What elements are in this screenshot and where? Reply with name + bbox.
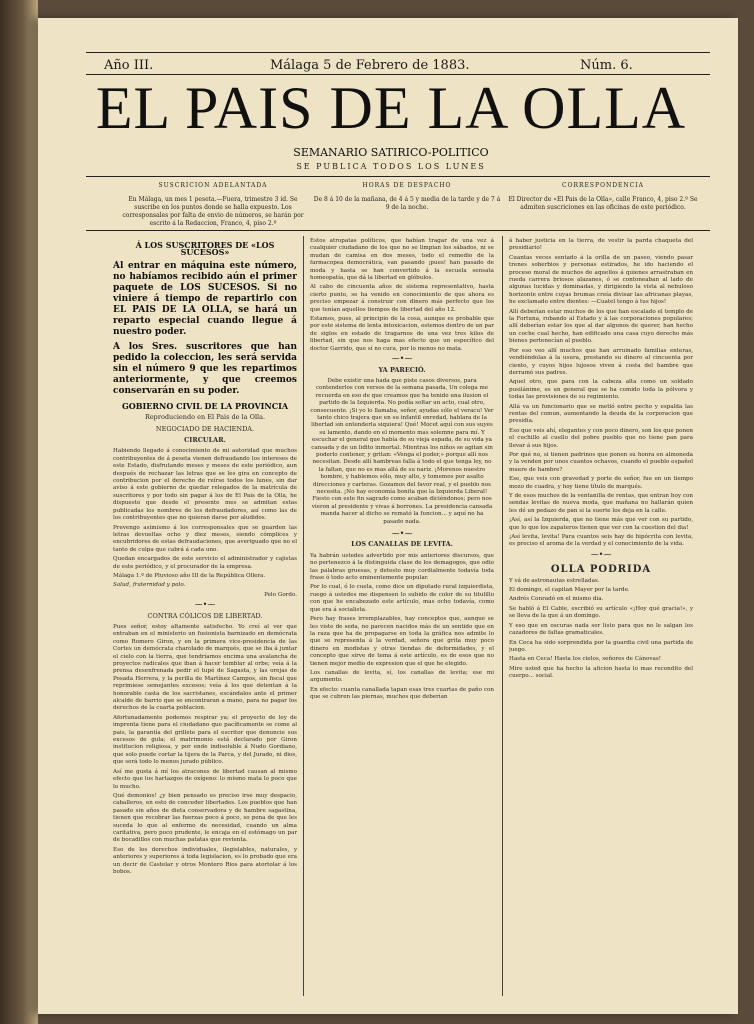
olla-podrida-heading: OLLA PODRIDA bbox=[550, 564, 652, 576]
article-paragraph: ¡Así levita, levita! Para cuantos seis hay de hipócrita con levita, es preciso el aroma de la verdad y el conocimiento de la vida. bbox=[509, 534, 693, 548]
news-item: Mire usted que ha hecho la aficion hasta lo mas recondito del cuerpo... social. bbox=[509, 665, 693, 680]
article-paragraph: Habiendo llegado á conocimiento de mi autoridad que muchos contribuyentes de á peseta vienen defraudando los intereses de este Estado, disfrutando meses y meses de este periódico, aun después de rechazar las letras que se les gira en concepto de contribucion por el derecho de reírse todos los lunes, sin dar aviso á este gobierno de quedar relegados de la matrícula de suscritores y por todo sin pagar á los de El Pais de la Olla, he dispuesto que desde el presente mes se admitan estas publicadas los nombres de los defraudadores, así como las de los contribuyentes que no quieran darse por aludidos. bbox=[113, 448, 297, 522]
article-paragraph: Pues señor, estoy altamente satisfecho. Yo creí al ver que entraban en el ministerio un fusionista barnizado en demócrata como Romero Giron, y en la primera vice-presidencia de las Cortes un demócrata charolado de marqués, que se iba á juntar el cielo con la tierra, que tendríamos encima una avalancha de proyectos radicales que iban á hacer temblar al orbe; veía á la prensa desenfrenada pedir el tupé de Sagasta, y las orejas de Posada Herrera, y la perilla de Martínez Campos, sin fiscal que reprimiese semejantes excesos; veía á los que detentan á la honorable casta de los sacristanes, escándalos ante el primer alcalde de barrio que se encontraran a mano, para no pagar los derechos de la cuarta poblacion. bbox=[113, 623, 297, 712]
article-paragraph: Al cabo de cincuenta años de sistema representativo, hasta cierto punto, se ha venido en conocimiento de que ahora es preciso empezar á construir con dinero más perfecto que los que tenían aquellos tiempos de libertad del año 12. bbox=[310, 284, 494, 313]
section-subheading: Reproduciendo en El Pais de la Olla. bbox=[144, 413, 266, 422]
article-paragraph: Por eso veo allí muchos que han arruinado familias enteras, vendiéndolas á la usura, prestando su dinero al cincuenta por ciento, y cuyos hijos lujosos viven á costa del hambre que derramó sus padres. bbox=[509, 347, 693, 376]
correspondence-text: El Director de «El Pais de la Olla», calle Franco, 4, piso 2.º Se admiten suscriciones en las oficinas de este periódico. bbox=[508, 196, 698, 211]
news-item: En Ceca ha sido sorprendida por la guardia civil una partida de juego. bbox=[509, 639, 693, 653]
section-heading: GOBIERNO CIVIL DE LA PROVINCIA bbox=[121, 400, 289, 411]
book-binding bbox=[0, 0, 38, 1024]
newspaper-tagline: SE PUBLICA TODOS LOS LUNES bbox=[296, 162, 486, 171]
signature-motto: Salud, fraternidad y palo. bbox=[113, 582, 186, 589]
notice-paragraph: Al entrar en máquina este número, no habíamos recibido aún el primer paquete de LOS SUCESOS. Si no viniere á tiempo de repartirlo con EL PAIS DE LA OLLA, se hará un reparto especial cuando llegue á nuestro poder. bbox=[113, 260, 297, 337]
news-item: Hasta en Ceca! Hasta los cielos, señores de Cánovas! bbox=[509, 656, 661, 663]
ornament: ⁓•⁓ bbox=[590, 549, 612, 559]
news-item: Y vá de astronautas estrelladas. bbox=[509, 577, 600, 584]
notice-paragraph: A los Sres. suscritores que han pedido la coleccion, les será servida sin el número 9 que les repartimos anteriormente, y que creemos conservarán en su poder. bbox=[113, 341, 297, 396]
header-rule bbox=[86, 176, 710, 177]
article-paragraph: En efecto: cuanta canallada tapan esas tres cuartas de paño con que se cubren las piernas, muchos que deberían bbox=[310, 686, 494, 701]
article-heading: LOS CANALLAS DE LEVITA. bbox=[351, 540, 453, 549]
column-1 bbox=[113, 236, 297, 996]
article-paragraph: Aquel otro, que para con la cabeza alta como un soldado pusilánime, es un general que se ha comido toda la pólvora y todas las provisiones de su regimiento. bbox=[509, 379, 693, 401]
newspaper-subtitle: SEMANARIO SATIRICO-POLITICO bbox=[293, 146, 489, 159]
article-paragraph: Eso de los derechos individuales, ilegislables, naturales, y anteriores y superiores á toda legislacion, es lo probado que era un decir de Castelar y otros Montero Rios para atortolar á los bobos. bbox=[113, 846, 297, 875]
signer: Pelo Gordo. bbox=[264, 591, 297, 598]
notice-heading: Á LOS SUSCRITORES DE «LOS SUCESOS» bbox=[135, 240, 275, 258]
subscription-box bbox=[118, 182, 308, 228]
article-heading: CONTRA CÓLICOS DE LIBERTAD. bbox=[147, 611, 263, 620]
column-divider bbox=[303, 236, 304, 996]
news-item: Andrés Conradó en el mismo dia. bbox=[509, 596, 604, 603]
correspondence-title: CORRESPONDENCIA bbox=[562, 182, 644, 189]
article-paragraph: Prevengo asimismo á los corresponsales que se guarden las letras devueltas ocho y diez meses, siendo cómplices y encubridores de estas defraudaciones, que averiguado que no el tanto de culpa que cabrá á cada uno. bbox=[113, 524, 297, 553]
issue-date: Málaga 5 de Febrero de 1883. bbox=[270, 58, 470, 73]
article-paragraph: Estos atropatas políticos, que habían tragar de una vez á cualquier ciudadano de los que no se limpian los sábados, ni se mudan de camisa en dos meses, todo el remedio de la farmacopea democrática, van pasando ¡pues! han pasado de moda y hasta se han convertido á la escuela sensata homeopatía, que dá la libertad en glóbulos. bbox=[310, 238, 494, 282]
news-item: El domingo, el capitan Mayer por la tarde. bbox=[509, 587, 630, 594]
column-3 bbox=[509, 236, 693, 996]
article-paragraph: Allá va un funcionario que se metió entre pecho y espalda las rentas del comun, aumentando la deuda de la corporacion que presidía. bbox=[509, 403, 693, 425]
article-paragraph: á haber justicia en la tierra, de vestir la parda chaqueta del presidiario! bbox=[509, 238, 693, 252]
section-subheading: CIRCULAR. bbox=[184, 436, 226, 445]
article-paragraph: Los canallas de levita, sí, los canallas de levita; ese mi argumento. bbox=[310, 669, 494, 684]
column-2 bbox=[310, 236, 494, 996]
newspaper-title: EL PAIS DE LA OLLA bbox=[95, 75, 687, 141]
article-paragraph: Allí deberían estar muchos de los que han escalado el templo de la Fortuna, robando al Estado y á las corporaciones populares; allí deberían estar los que al dar algunos de querer, han hecho un coche cual hecho, han edificado una casa cuyo derecho más bienes pertenecían al pueblo. bbox=[509, 308, 693, 345]
article-paragraph: Pero hay frases irremplazables, hay conceptos que, aunque se les viste de seda, no parecen nacidos más de un sentido que en la raza que ha de propagarse en toda la gráfica nos admite lo que se representa á la verdad, señora que grita muy poco dinero en modistas y otras tiendas de deformidades, y el concepto que sirve de tema á este artículo, es de esos que no tienen mejor medio de expresion que el que he elegido. bbox=[310, 616, 494, 667]
article-paragraph: Estamos, pues, al principio de la cosa, aunque es probable que por este sistema de lenta intoxicacion, estemos dentro de un par de siglos en estado de tragarnos de una vez tres kilos de libertad, sin que nos haga mas efecto que un específico del doctor Garrido, que sí no cura, por lo menos no mata. bbox=[310, 316, 494, 352]
correspondence-box bbox=[508, 182, 698, 212]
office-hours-title: HORAS DE DESPACHO bbox=[362, 182, 452, 189]
article-paragraph: Así me gusta á mí los atracones de libertad causan al mismo efecto que los hartazgos de oxígeno: lo mismo mata lo poco que lo mucho. bbox=[113, 768, 297, 790]
article-paragraph: Ese, que veis con gravedad y porte de señor, fue en un tiempo mozo de cuadra, y hoy tiene título de marqués. bbox=[509, 476, 693, 490]
article-paragraph: Qué demonios! ¿y bien pensado es preciso irse muy despacio, caballeros, en esto de conceder libertades. Los pueblos que han pasado sin años de dieta conservadora y de hambre sagastina, tienen que recobrar las fuerzas poco á poco, so pena de que les suceda lo que al enfermo de necesidad, cuando un alma caritativa, pero poco prudente, le encaja en el estómago un par de bocadillos con muchas patatas que revienta. bbox=[113, 792, 297, 844]
article-paragraph: ¡Así, así la Izquierda, que no tiene más que ver con su partido, que lo que los zapateros tienen que ver con la cuestion del dia! bbox=[509, 517, 693, 531]
news-item: Se habló á El Cable, escribió su artículo «¡Hoy qué gracia!», y se lleva de la que á un domingo. bbox=[509, 605, 693, 620]
subscription-title: SUSCRICION ADELANTADA bbox=[158, 182, 268, 189]
article-paragraph: Por lo cual, ó lo cuela, como dice un diputado rural izquierdista, ruego á ustedes me dispensen lo subido de color de su titulillo con que he encabezado este artículo, mas ocho todavía, como que era á socialista. bbox=[310, 584, 494, 613]
section-subheading: NEGOCIADO DE HACIENDA. bbox=[155, 424, 255, 433]
masthead-top-rule bbox=[86, 52, 710, 53]
ornament: ⁓•⁓ bbox=[391, 354, 413, 364]
office-hours-text: De 8 á 10 de la mañana, de 4 á 5 y media de la tarde y de 7 á 9 de la noche. bbox=[313, 196, 501, 211]
article-paragraph: Y de esos muchos de la ventanilla de rentas, que entran hoy con sendas levitas de nueva moda, que mañana no hallarán quien les dé un pedazo de pan si la suerte los deja en la calle. bbox=[509, 493, 693, 514]
signature-place: Málaga 1.º de Pluvioso año III de la República Ollera. bbox=[113, 572, 266, 579]
subscription-text: En Málaga, un mes 1 peseta.—Fuera, trimestre 3 id. Se suscribe en los puntos donde se halla expuesto. Los corresponsales por falta de envio de números, se harán por escrito á la Redaccion, Franco, 4, piso 2.º bbox=[122, 196, 304, 227]
columns-top-rule bbox=[86, 230, 710, 231]
ornament: ⁓•⁓ bbox=[391, 529, 413, 539]
column-divider bbox=[502, 236, 503, 996]
article-paragraph: Cuantas veces sentado á la orilla de un paseo, viendo pasar trenes soberbios y personas estirados, he ido haciendo el proceso moral de muchos de aquellos á quienes arrastraban en rueda carrera briosos alazanes, ó se contoneaban al lado de algunas lucidas y dominadas, y dirigiendo la vista al nebuloso horizonte entre cuyas brumas creía divisar las africanas playas, he exclamado entre dientes: —Cuatel tengo á tus hijos! bbox=[509, 254, 693, 306]
news-item: Y eso que en oscuras nada ser listo para que no le salgan los cazadores de faltas gramaticales. bbox=[509, 622, 693, 637]
article-paragraph: Afortunadamente podemos respirar ya; el proyecto de ley de imprenta tiene para el ciudadano que pacíficamente se come al pais, la garantía del grillete para el escritor que denuncie sus excesos de gula; el matrimonio está declarado por Giron institucion religiosa, y por ende indisoluble á Nudo Gordiano, que solo puede cortar la tijera de la Parca, y del Jurado, ni dios, que será todo lo menos jurado público. bbox=[113, 714, 297, 766]
poem: Debe existir una hada que piste casos diversos, para contenderlos con versos de la semana pasada, Un colega me recuerda en eso de que creamos que ha tenido una ilusion el partido de la Izquierda. No podía soltar un acto, cual otro, consecuente. ¡Si yo lo llamaba, señor, ayudas sólo el veracu! Ver tanto chico trajera que en su infantil enredad, hablara de la libertad sin entenderla siquiera! Qué! Mocet aquí con sus suyes su lamento, dando en el momento mas solemne para mí. Y escuchar el general que había de su vieja espada, de su vida ya cansada y de un lidito inmortal. Mientras los niños se agitan sin poderlo contener, y gritan: «Venga el poder,» porque allí nos necesitan. Desde allí hambreas falla á todo el que tenga ley, no la faltan, que no es mas allá de su nariz. ¡Morenos nuestro hombre, y hablemos sólo, muy alto, y tomemos por asalto direcciones y carteras. Gozamos del favor real, y el pueblo nos necesita. ¡No hay economía bonita que la Izquierda Liberal! Fiesto con este fin sagrado como acaban diciéndonos; pero nos vieron al presidente y vivas á borrones. La presidencia cansada manda hacer al dicho se remató la funcion... y aquí no ha pasado nada. bbox=[310, 377, 494, 525]
article-paragraph: Por qué no, si tienen padrinos que ponen su honra en almoneda y la venden por unos cuantos ochavos, cuando el pueblo español muere de hambre? bbox=[509, 451, 693, 473]
article-paragraph: Quedan encargados de este servicio el administrador y cajistas de este periódico, y el procurador de la empresa. bbox=[113, 556, 297, 570]
ornament: ⁓•⁓ bbox=[194, 600, 216, 610]
issue-number: Núm. 6. bbox=[580, 58, 633, 73]
issue-year: Año III. bbox=[104, 58, 154, 73]
article-heading: YA PARECIÓ. bbox=[378, 365, 426, 374]
office-hours-box bbox=[312, 182, 502, 212]
article-paragraph: Eso que veis ahí, elegantes y con poco dinero, son los que ponen el cuchillo al cuello del pobre pueblo que no tiene pan para llevar á sus hijos. bbox=[509, 427, 693, 449]
article-paragraph: Ya habrán ustedes advertido por mis anteriores discursos, que no pertenezco á la distinguida clase de los demagogos, que odio las palabras gruesas, y detesto muy cordialmente todavía toda frase ó todo acto eminentemente popular. bbox=[310, 552, 494, 582]
